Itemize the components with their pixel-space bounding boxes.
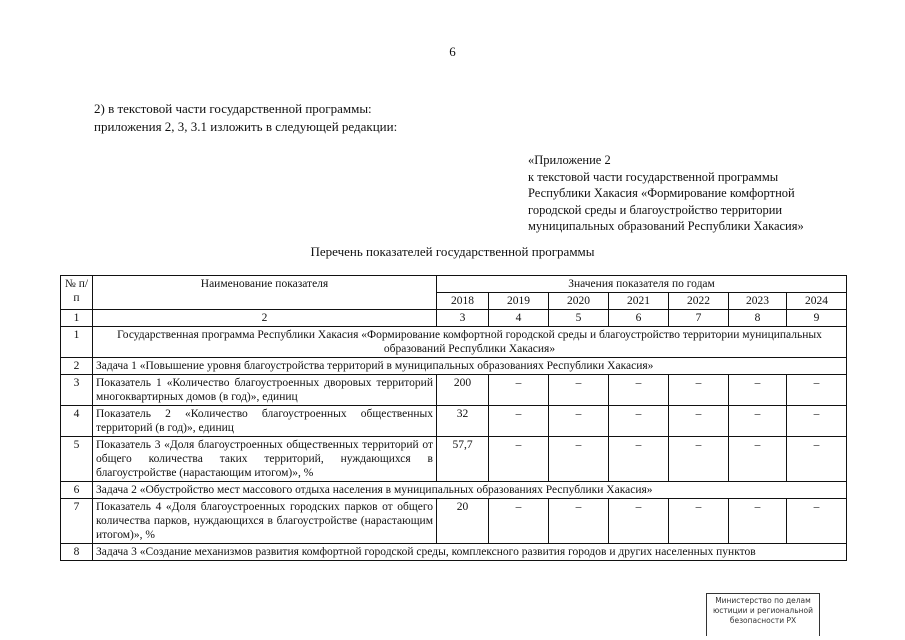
appendix-heading xyxy=(528,152,840,235)
task-cell: Задача 2 «Обустройство мест массового отдыха населения в муниципальных образованиях Республики Хакасия» xyxy=(93,482,847,499)
stamp-line-2: юстиции и региональной xyxy=(712,606,814,615)
value-cell: – xyxy=(787,499,847,544)
table-row xyxy=(61,358,847,375)
value-cell: – xyxy=(489,375,549,406)
indicator-name: Показатель 4 «Доля благоустроенных городских парков от общего количества парков, нуждающихся в благоустройстве (нарастающим итогом)», % xyxy=(93,499,437,544)
value-cell: – xyxy=(549,406,609,437)
value-cell: – xyxy=(609,499,669,544)
intro-line-2: приложения 2, 3, 3.1 изложить в следующей редакции: xyxy=(94,119,398,134)
value-cell: – xyxy=(787,375,847,406)
table-row xyxy=(61,482,847,499)
header-year: 2020 xyxy=(549,293,609,310)
task-cell: Задача 3 «Создание механизмов развития комфортной городской среды, комплексного развития городов и других населенных пунктов xyxy=(93,544,847,561)
value-cell: – xyxy=(549,499,609,544)
header-year: 2022 xyxy=(669,293,729,310)
header-year: 2021 xyxy=(609,293,669,310)
program-title-cell: Государственная программа Республики Хакасия «Формирование комфортной городской среды и благоустройство территории муниципальных образований Республики Хакасия» xyxy=(93,327,847,358)
appendix-line-2: к текстовой части государственной программы xyxy=(528,169,779,184)
header-name: Наименование показателя xyxy=(93,276,437,310)
header-row xyxy=(61,276,847,293)
task-cell: Задача 1 «Повышение уровня благоустройства территорий в муниципальных образованиях Республики Хакасия» xyxy=(93,358,847,375)
column-numbers-row xyxy=(61,310,847,327)
value-cell: – xyxy=(609,375,669,406)
col-number: 5 xyxy=(549,310,609,327)
registration-stamp xyxy=(706,593,820,636)
indicator-name: Показатель 1 «Количество благоустроенных дворовых территорий многоквартирных домов (в год)», единиц xyxy=(93,375,437,406)
row-num: 1 xyxy=(61,327,93,358)
header-values-group: Значения показателя по годам xyxy=(437,276,847,293)
col-number: 7 xyxy=(669,310,729,327)
appendix-line-4: городской среды и благоустройство территории xyxy=(528,202,783,217)
appendix-line-5: муниципальных образований Республики Хакасия» xyxy=(528,219,804,233)
value-cell: – xyxy=(669,406,729,437)
page-number: 6 xyxy=(449,44,456,59)
value-cell: – xyxy=(609,437,669,482)
table-row xyxy=(61,406,847,437)
col-number: 2 xyxy=(93,310,437,327)
col-number: 1 xyxy=(61,310,93,327)
value-cell: 20 xyxy=(437,499,489,544)
indicator-name: Показатель 2 «Количество благоустроенных общественных территорий (в год)», единиц xyxy=(93,406,437,437)
value-cell: – xyxy=(729,406,787,437)
list-title: Перечень показателей государственной программы xyxy=(310,244,595,259)
value-cell: – xyxy=(489,499,549,544)
value-cell: – xyxy=(787,437,847,482)
intro-text xyxy=(94,100,397,136)
value-cell: – xyxy=(787,406,847,437)
table-row xyxy=(61,499,847,544)
appendix-line-3: Республики Хакасия «Формирование комфортной xyxy=(528,186,795,200)
value-cell: 32 xyxy=(437,406,489,437)
indicators-table xyxy=(60,275,847,561)
appendix-line-1: «Приложение 2 xyxy=(528,153,611,167)
row-num: 7 xyxy=(61,499,93,544)
header-year: 2018 xyxy=(437,293,489,310)
header-year: 2023 xyxy=(729,293,787,310)
col-number: 9 xyxy=(787,310,847,327)
indicator-name: Показатель 3 «Доля благоустроенных общественных территорий от общего количества таких территорий, нуждающихся в благоустройстве (нарастающим итогом)», % xyxy=(93,437,437,482)
value-cell: 200 xyxy=(437,375,489,406)
value-cell: – xyxy=(729,437,787,482)
table-row xyxy=(61,327,847,358)
value-cell: – xyxy=(729,499,787,544)
stamp-line-3: безопасности РХ xyxy=(729,616,797,625)
table-row xyxy=(61,375,847,406)
row-num: 3 xyxy=(61,375,93,406)
stamp-line-1: Министерство по делам xyxy=(715,596,811,605)
header-num: № п/п xyxy=(61,276,93,310)
row-num: 5 xyxy=(61,437,93,482)
intro-line-1: 2) в текстовой части государственной программы: xyxy=(94,101,372,116)
value-cell: – xyxy=(609,406,669,437)
col-number: 4 xyxy=(489,310,549,327)
table-row xyxy=(61,544,847,561)
value-cell: – xyxy=(669,375,729,406)
value-cell: – xyxy=(729,375,787,406)
header-year: 2019 xyxy=(489,293,549,310)
header-year: 2024 xyxy=(787,293,847,310)
row-num: 6 xyxy=(61,482,93,499)
col-number: 6 xyxy=(609,310,669,327)
row-num: 8 xyxy=(61,544,93,561)
value-cell: – xyxy=(669,499,729,544)
value-cell: – xyxy=(489,406,549,437)
row-num: 4 xyxy=(61,406,93,437)
value-cell: 57,7 xyxy=(437,437,489,482)
table-row xyxy=(61,437,847,482)
value-cell: – xyxy=(549,375,609,406)
value-cell: – xyxy=(489,437,549,482)
value-cell: – xyxy=(549,437,609,482)
col-number: 3 xyxy=(437,310,489,327)
value-cell: – xyxy=(669,437,729,482)
col-number: 8 xyxy=(729,310,787,327)
row-num: 2 xyxy=(61,358,93,375)
